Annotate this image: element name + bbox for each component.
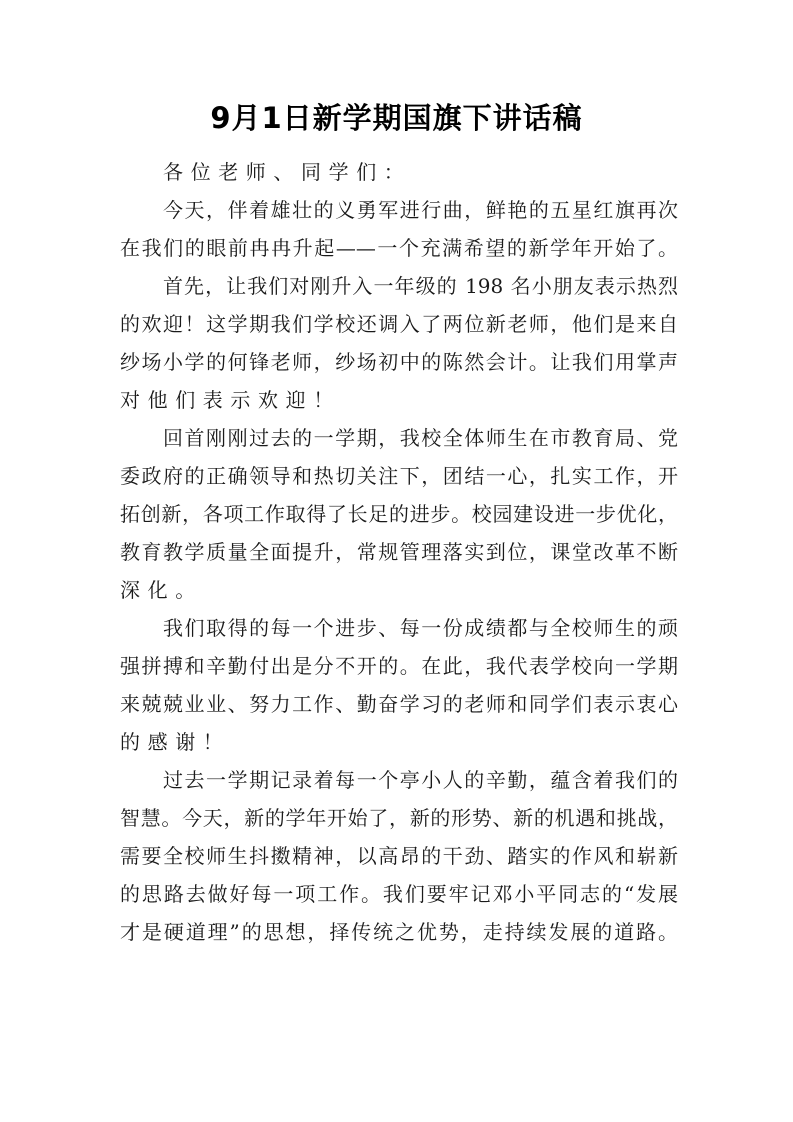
text-line: 的感谢！	[120, 730, 231, 754]
text-line: 在我们的眼前冉冉升起——一个充满希望的新学年开始了。	[120, 236, 678, 260]
text-line: 首先，让我们对刚升入一年级的 198 名小朋友表示热烈	[163, 274, 678, 298]
text-line: 强拼搏和辛勤付出是分不开的。在此，我代表学校向一学期	[120, 654, 678, 678]
text-line: 对他们表示欢迎！	[120, 388, 341, 412]
text-line: 纱场小学的何锋老师，纱场初中的陈然会计。让我们用掌声	[120, 350, 678, 374]
paragraph-salutation	[120, 153, 678, 191]
document-body	[120, 153, 678, 951]
text-line: 需要全校师生抖擞精神，以高昂的干劲、踏实的作风和崭新	[120, 844, 678, 868]
text-line: 的欢迎！这学期我们学校还调入了两位新老师，他们是来自	[120, 312, 678, 336]
paragraph-opening	[120, 191, 678, 267]
text-line: 委政府的正确领导和热切关注下，团结一心，扎实工作，开	[120, 464, 678, 488]
paragraph-thanks	[120, 609, 678, 761]
text-line: 来兢兢业业、努力工作、勤奋学习的老师和同学们表示衷心	[120, 692, 678, 716]
text-line: 今天，伴着雄壮的义勇军进行曲，鲜艳的五星红旗再次	[163, 198, 678, 222]
paragraph-outlook	[120, 761, 678, 951]
text-line: 过去一学期记录着每一个亭小人的辛勤，蕴含着我们的	[163, 768, 678, 792]
text-line: 我们取得的每一个进步、每一份成绩都与全校师生的顽	[163, 616, 678, 640]
text-line: 拓创新，各项工作取得了长足的进步。校园建设进一步优化，	[120, 502, 678, 526]
paragraph-review	[120, 419, 678, 609]
text-line: 深化。	[120, 578, 203, 602]
text-line: 的思路去做好每一项工作。我们要牢记邓小平同志的“发展	[120, 882, 678, 906]
text-line: 各位老师、同学们：	[163, 160, 412, 184]
text-line: 智慧。今天，新的学年开始了，新的形势、新的机遇和挑战，	[120, 806, 678, 830]
text-line: 才是硬道理”的思想，择传统之优势，走持续发展的道路。	[120, 920, 678, 944]
text-line: 回首刚刚过去的一学期，我校全体师生在市教育局、党	[163, 426, 678, 450]
text-line: 教育教学质量全面提升，常规管理落实到位，课堂改革不断	[120, 540, 678, 564]
document-title: 9月1日新学期国旗下讲话稿	[210, 101, 583, 135]
paragraph-welcome	[120, 267, 678, 419]
